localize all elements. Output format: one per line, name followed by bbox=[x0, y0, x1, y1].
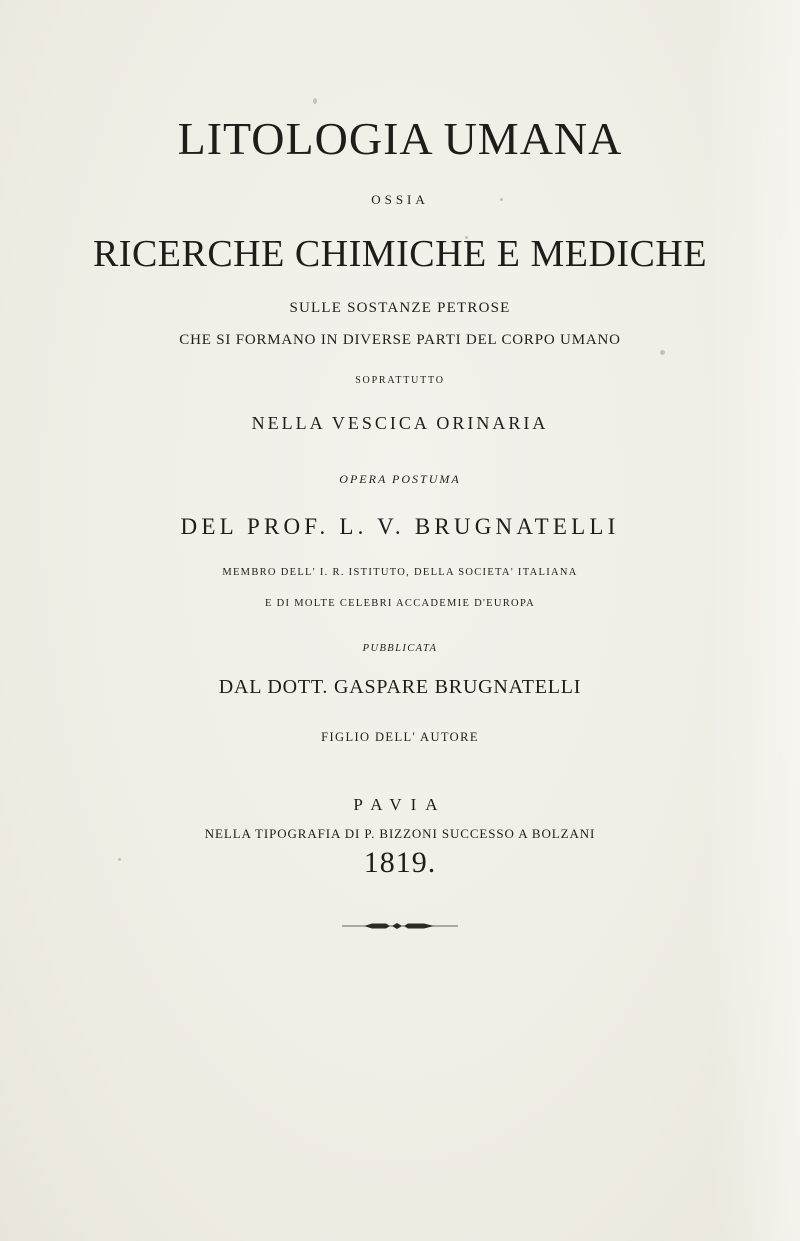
page-edge-discoloration bbox=[710, 0, 800, 1241]
ornamental-rule-icon bbox=[342, 921, 458, 931]
foxing-spot bbox=[660, 350, 665, 355]
subtitle: RICERCHE CHIMICHE E MEDICHE bbox=[92, 233, 708, 275]
main-title: LITOLOGIA UMANA bbox=[177, 113, 623, 164]
imprint-printer: NELLA TIPOGRAFIA DI P. BIZZONI SUCCESSO A BOLZANI bbox=[204, 826, 596, 841]
work-type: OPERA POSTUMA bbox=[339, 472, 461, 486]
foxing-spot bbox=[313, 98, 317, 104]
foxing-spot bbox=[118, 858, 121, 861]
foxing-spot bbox=[465, 236, 468, 239]
credentials-line-1: MEMBRO DELL' I. R. ISTITUTO, DELLA SOCIETA' ITALIANA bbox=[222, 567, 578, 578]
foxing-spot bbox=[500, 198, 503, 201]
subject-line-3: NELLA VESCICA ORINARIA bbox=[251, 413, 549, 433]
published-label: PUBBLICATA bbox=[362, 643, 438, 654]
imprint-city: PAVIA bbox=[353, 795, 447, 814]
imprint-year: 1819. bbox=[363, 846, 437, 879]
subject-qualifier: SOPRATTUTTO bbox=[355, 375, 445, 386]
subject-line-2: CHE SI FORMANO IN DIVERSE PARTI DEL CORPO UMANO bbox=[179, 332, 621, 348]
author-line: DEL PROF. L. V. BRUGNATELLI bbox=[180, 514, 620, 539]
subject-line-1: SULLE SOSTANZE PETROSE bbox=[289, 300, 511, 316]
conjunction-ossia: OSSIA bbox=[371, 192, 429, 207]
editor-relation: FIGLIO DELL' AUTORE bbox=[321, 730, 479, 744]
editor-line: DAL DOTT. GASPARE BRUGNATELLI bbox=[218, 676, 582, 698]
credentials-line-2: E DI MOLTE CELEBRI ACCADEMIE D'EUROPA bbox=[264, 598, 535, 609]
